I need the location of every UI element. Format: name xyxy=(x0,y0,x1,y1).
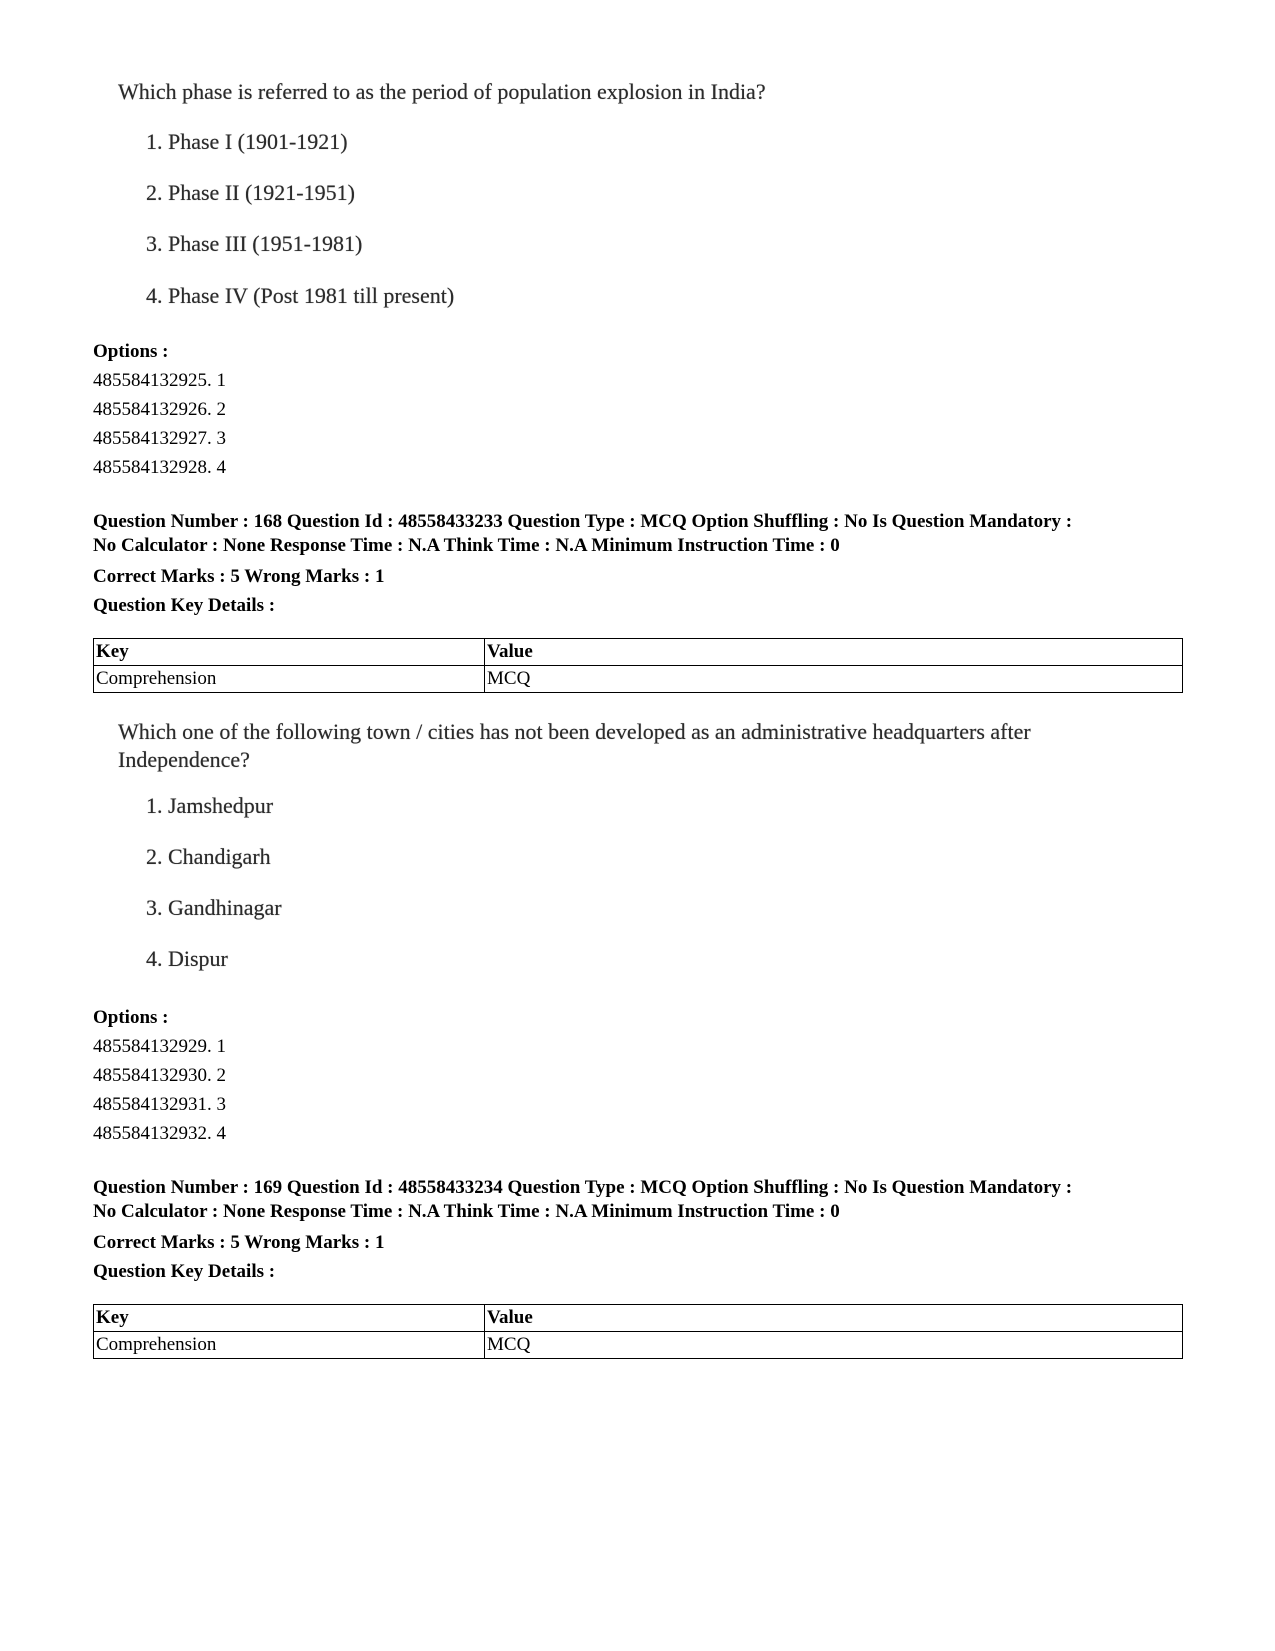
question-text: Which phase is referred to as the period of population explosion in India? xyxy=(118,79,766,104)
option-item: 485584132931. 3 xyxy=(93,1094,226,1115)
table-cell-key: Comprehension xyxy=(94,1332,485,1359)
option-item: 485584132927. 3 xyxy=(93,428,226,449)
question-image xyxy=(118,718,1098,971)
table-header-value: Value xyxy=(485,639,1183,666)
options-heading: Options : xyxy=(93,1007,169,1028)
option-item: 485584132929. 1 xyxy=(93,1036,226,1057)
question-image xyxy=(118,78,1098,308)
key-details-heading: Question Key Details : xyxy=(93,1261,276,1282)
marks-line: Correct Marks : 5 Wrong Marks : 1 xyxy=(93,1232,385,1253)
choice-item: 1. Jamshedpur xyxy=(146,793,274,818)
option-item: 485584132926. 2 xyxy=(93,399,226,420)
options-block xyxy=(93,337,226,482)
choice-item: 4. Dispur xyxy=(146,946,228,971)
question-meta-line: No Calculator : None Response Time : N.A Think Time : N.A Minimum Instruction Time : 0 xyxy=(93,1201,840,1222)
question-meta-line: Question Number : 168 Question Id : 48558433233 Question Type : MCQ Option Shuffling : No Is Question Mandatory : xyxy=(93,511,1073,532)
table-header-row xyxy=(94,639,1183,666)
table-cell-value: MCQ xyxy=(485,666,1183,693)
table-header-row xyxy=(94,1305,1183,1332)
question-meta xyxy=(93,1176,1183,1286)
option-item: 485584132925. 1 xyxy=(93,370,226,391)
question-text: Independence? xyxy=(118,747,250,772)
table-header-key: Key xyxy=(94,1305,485,1332)
options-heading: Options : xyxy=(93,341,169,362)
options-block xyxy=(93,1003,226,1148)
option-item: 485584132932. 4 xyxy=(93,1123,226,1144)
choice-item: 2. Chandigarh xyxy=(146,844,271,869)
marks-line: Correct Marks : 5 Wrong Marks : 1 xyxy=(93,566,385,587)
table-row xyxy=(94,666,1183,693)
key-details-table xyxy=(93,1304,1183,1359)
choice-item: 3. Gandhinagar xyxy=(146,895,282,920)
table-row xyxy=(94,1332,1183,1359)
question-meta-line: No Calculator : None Response Time : N.A Think Time : N.A Minimum Instruction Time : 0 xyxy=(93,535,840,556)
question-meta xyxy=(93,510,1183,620)
choice-item: 1. Phase I (1901-1921) xyxy=(146,129,348,154)
table-header-key: Key xyxy=(94,639,485,666)
option-item: 485584132930. 2 xyxy=(93,1065,226,1086)
question-text: Which one of the following town / cities has not been developed as an administrative headquarters after xyxy=(118,719,1031,744)
key-details-table xyxy=(93,638,1183,693)
table-cell-value: MCQ xyxy=(485,1332,1183,1359)
choice-item: 4. Phase IV (Post 1981 till present) xyxy=(146,283,455,308)
table-header-value: Value xyxy=(485,1305,1183,1332)
option-item: 485584132928. 4 xyxy=(93,457,226,478)
choice-item: 3. Phase III (1951-1981) xyxy=(146,231,363,256)
question-meta-line: Question Number : 169 Question Id : 48558433234 Question Type : MCQ Option Shuffling : No Is Question Mandatory : xyxy=(93,1177,1073,1198)
table-cell-key: Comprehension xyxy=(94,666,485,693)
key-details-heading: Question Key Details : xyxy=(93,595,276,616)
choice-item: 2. Phase II (1921-1951) xyxy=(146,180,355,205)
